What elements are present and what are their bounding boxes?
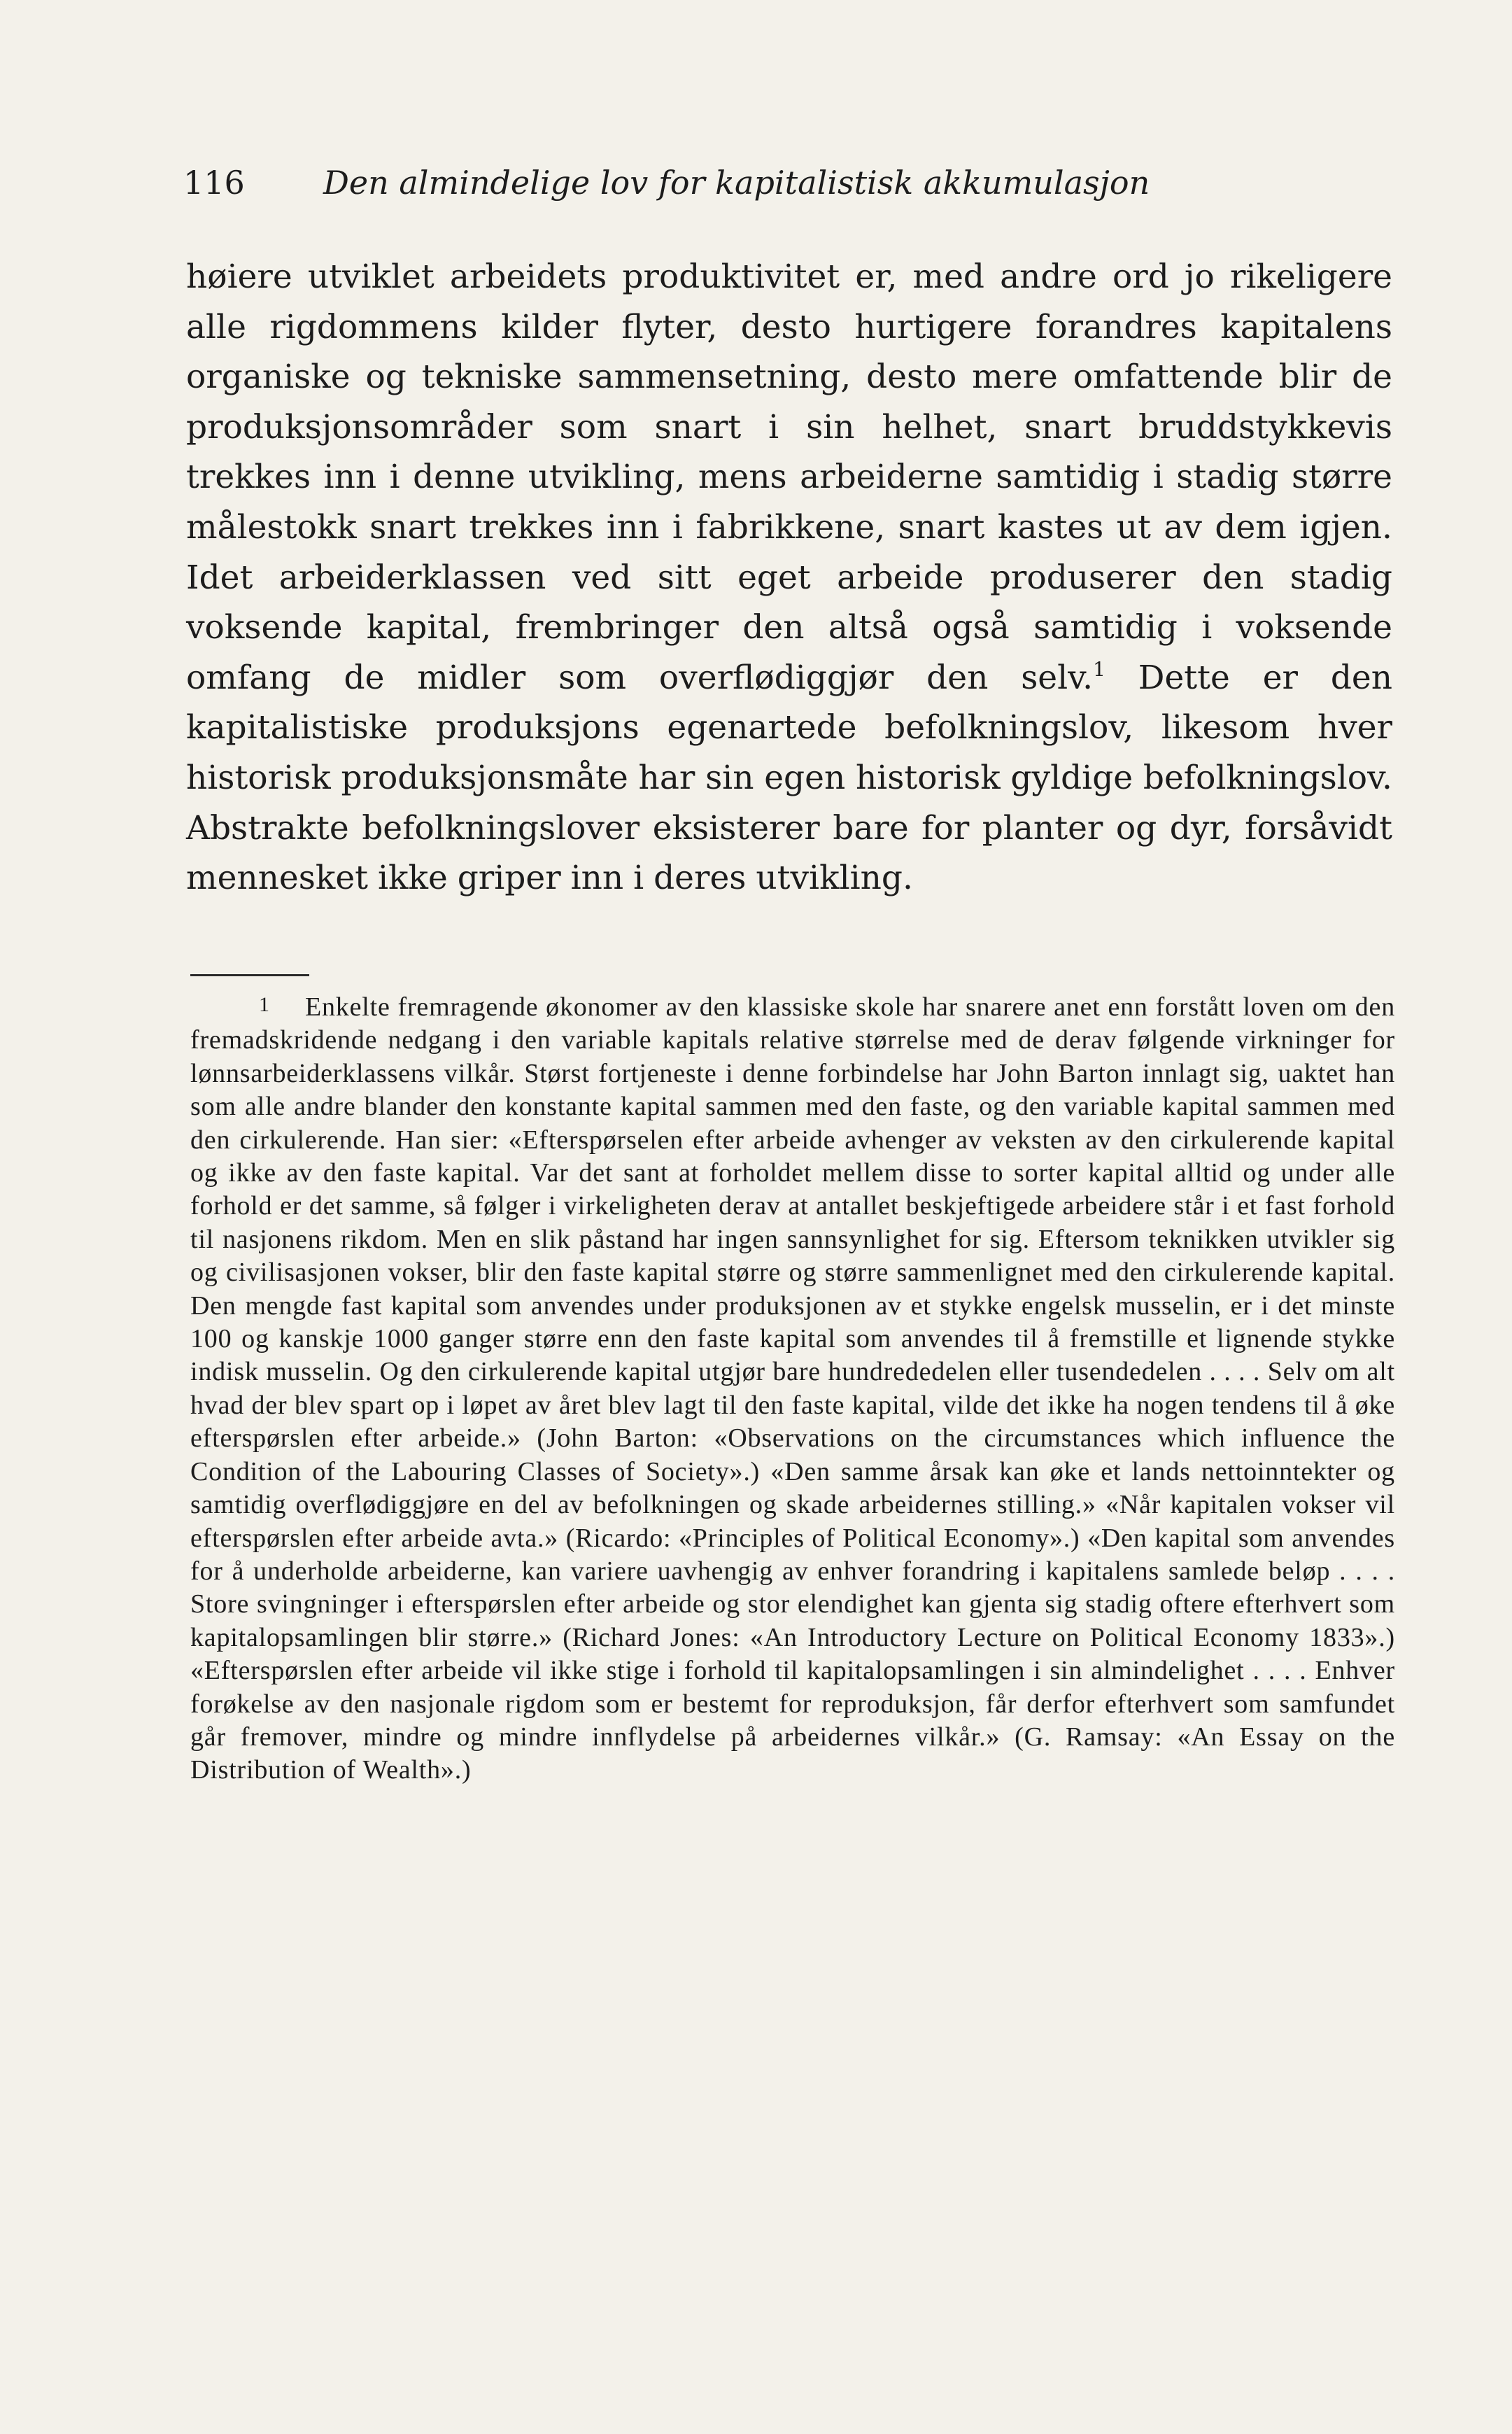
footnote-text: Enkelte fremragende økonomer av den klassiske skole har snarere anet enn forstått loven om den fremadskridende nedgang i den variable kapitals relative størrelse med de derav følgende virkninger for lønnsarbeiderklassens vilkår. Størst fortjeneste i denne forbindelse har John Barton innlagt sig, uaktet han som alle andre blander den konstante kapital sammen med den faste, og den variable kapital sammen med den cirkulerende. Han sier: «Efterspørselen efter arbeide avhenger av veksten av den cirkulerende kapital og ikke av den faste kapital. Var det sant at forholdet mellem disse to sorter kapital alltid og under alle forhold er det samme, så følger i virkeligheten derav at antallet beskjeftigede arbeidere står i et fast forhold til nasjonens rikdom. Men en slik påstand har ingen sannsynlighet for sig. Eftersom teknikken utvikler sig og civilisasjonen vokser, blir den faste kapital større og større sammenlignet med den cirkulerende kapital. Den mengde fast kapital som anvendes under produksjonen av et stykke engelsk musselin, er i det minste 100 og kanskje 1000 ganger større enn den faste kapital som anvendes til å fremstille et lignende stykke indisk musselin. Og den cirkulerende kapital utgjør bare hundrededelen eller tusendedelen . . . . Selv om alt hvad der blev spart op i løpet av året blev lagt til den faste kapital, vilde det ikke ha nogen tendens til å øke efterspørslen efter arbeide.» (John Barton: «Observations on the circumstances which influence the Condition of the Labouring Classes of Society».) «Den samme årsak kan øke et lands nettoinntekter og samtidig overflødiggjøre en del av befolkningen og skade arbeidernes stilling.» «Når kapitalen vokser vil efterspørslen efter arbeide avta.» (Ricardo: «Principles of Political Economy».) «Den kapital som anvendes for å underholde arbeiderne, kan variere uavhengig av enhver forandring i kapitalens samlede beløp . . . . Store svingninger i efterspørslen efter arbeide og stor elendighet kan gjenta sig stadig oftere efterhvert som kapitalopsamlingen blir større.» (Richard Jones: «An Introductory Lecture on Political Economy 1833».) «Efterspørslen efter arbeide vil ikke stige i forhold til kapitalopsamlingen i sin almindelighet . . . . Enhver forøkelse av den nasjonale rigdom som er bestemt for reproduksjon, får derfor efterhvert som samfundet går fremover, mindre og mindre innflydelse på arbeidernes vilkår.» (G. Ramsay: «An Essay on the Distribution of Wealth».) xyxy=(190,992,1395,1785)
running-title: Den almindelige lov for kapitalistisk akkumulasjon xyxy=(323,164,1150,202)
paragraph-text-after-note: Dette er den kapitalistiske produksjons egenartede befolkningslov, likesom hver historisk produksjonsmåte har sin egen historisk gyldige befolkningslov. Abstrakte befolkningslover eksisterer bare for planter og dyr, forsåvidt mennesket ikke griper inn i deres utvikling. xyxy=(186,658,1392,898)
footnote-marker: 1 xyxy=(259,993,270,1016)
page-number: 116 xyxy=(183,164,245,202)
footnote-separator xyxy=(190,974,309,976)
footnote xyxy=(190,988,1395,1787)
page-header xyxy=(183,158,1345,207)
main-paragraph xyxy=(186,252,1392,903)
footnote-reference[interactable]: 1 xyxy=(1093,657,1105,681)
paragraph-text-before-note: høiere utviklet arbeidets produktivitet er, med andre ord jo rikeligere alle rigdommens kilder flyter, desto hurtigere forandres kapitalens organiske og tekniske sammensetning, desto mere omfattende blir de produksjonsområder som snart i sin helhet, snart bruddstykkevis trekkes inn i denne utvikling, mens arbeiderne samtidig i stadig større målestokk snart trekkes inn i fabrikkene, snart kastes ut av dem igjen. Idet arbeiderklassen ved sitt eget arbeide produserer den stadig voksende kapital, frembringer den altså også samtidig i voksende omfang de midler som overflødiggjør den selv. xyxy=(186,258,1392,697)
